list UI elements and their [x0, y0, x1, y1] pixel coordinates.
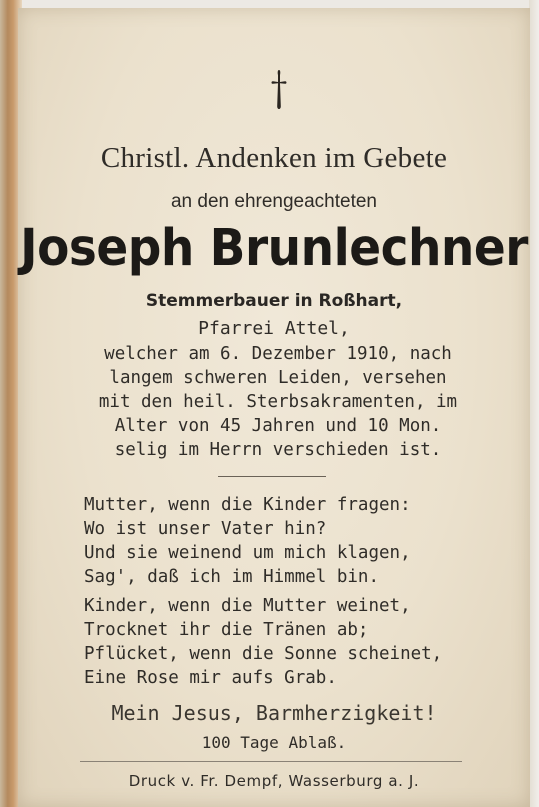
obituary-line: welcher am 6. Dezember 1910, nach — [104, 344, 452, 364]
indulgence-line: 100 Tage Ablaß. — [201, 733, 347, 752]
obituary-line: selig im Herrn verschieden ist. — [114, 440, 442, 460]
obituary-line: langem schweren Leiden, versehen — [109, 368, 447, 388]
obituary-line: Alter von 45 Jahren und 10 Mon. — [114, 416, 442, 436]
background-right — [529, 0, 539, 807]
poem-stanza-2 — [84, 594, 442, 690]
prayer-line: Mein Jesus, Barmherzigkeit! — [111, 701, 437, 725]
poem-line: Und sie weinend um mich klagen, — [84, 543, 411, 563]
poem-line: Eine Rose mir aufs Grab. — [84, 668, 337, 688]
section-divider — [218, 476, 326, 477]
heading-line-2: an den ehrengeachteten — [170, 191, 377, 212]
poem-line: Trocknet ihr die Tränen ab; — [84, 620, 369, 640]
poem-line: Pflücket, wenn die Sonne scheinet, — [84, 644, 443, 664]
footer-rule — [80, 761, 462, 762]
deceased-name: Joseph Brunlechner — [20, 218, 528, 279]
memorial-card — [18, 8, 530, 807]
occupation-place: Stemmerbauer in Roßhart, — [145, 291, 403, 311]
printer-credit: Druck v. Fr. Dempf, Wasserburg a. J. — [128, 772, 420, 790]
poem-stanza-1 — [84, 493, 411, 589]
cross-icon — [268, 68, 290, 114]
poem-line: Kinder, wenn die Mutter weinet, — [84, 596, 411, 616]
poem-line: Sag', daß ich im Himmel bin. — [84, 567, 380, 587]
poem-line: Wo ist unser Vater hin? — [84, 519, 327, 539]
heading-line-1: Christl. Andenken im Gebete — [100, 142, 448, 174]
parish: Pfarrei Attel, — [198, 318, 350, 339]
poem-line: Mutter, wenn die Kinder fragen: — [84, 495, 411, 515]
obituary-line: mit den heil. Sterbsakramenten, im — [98, 392, 458, 412]
